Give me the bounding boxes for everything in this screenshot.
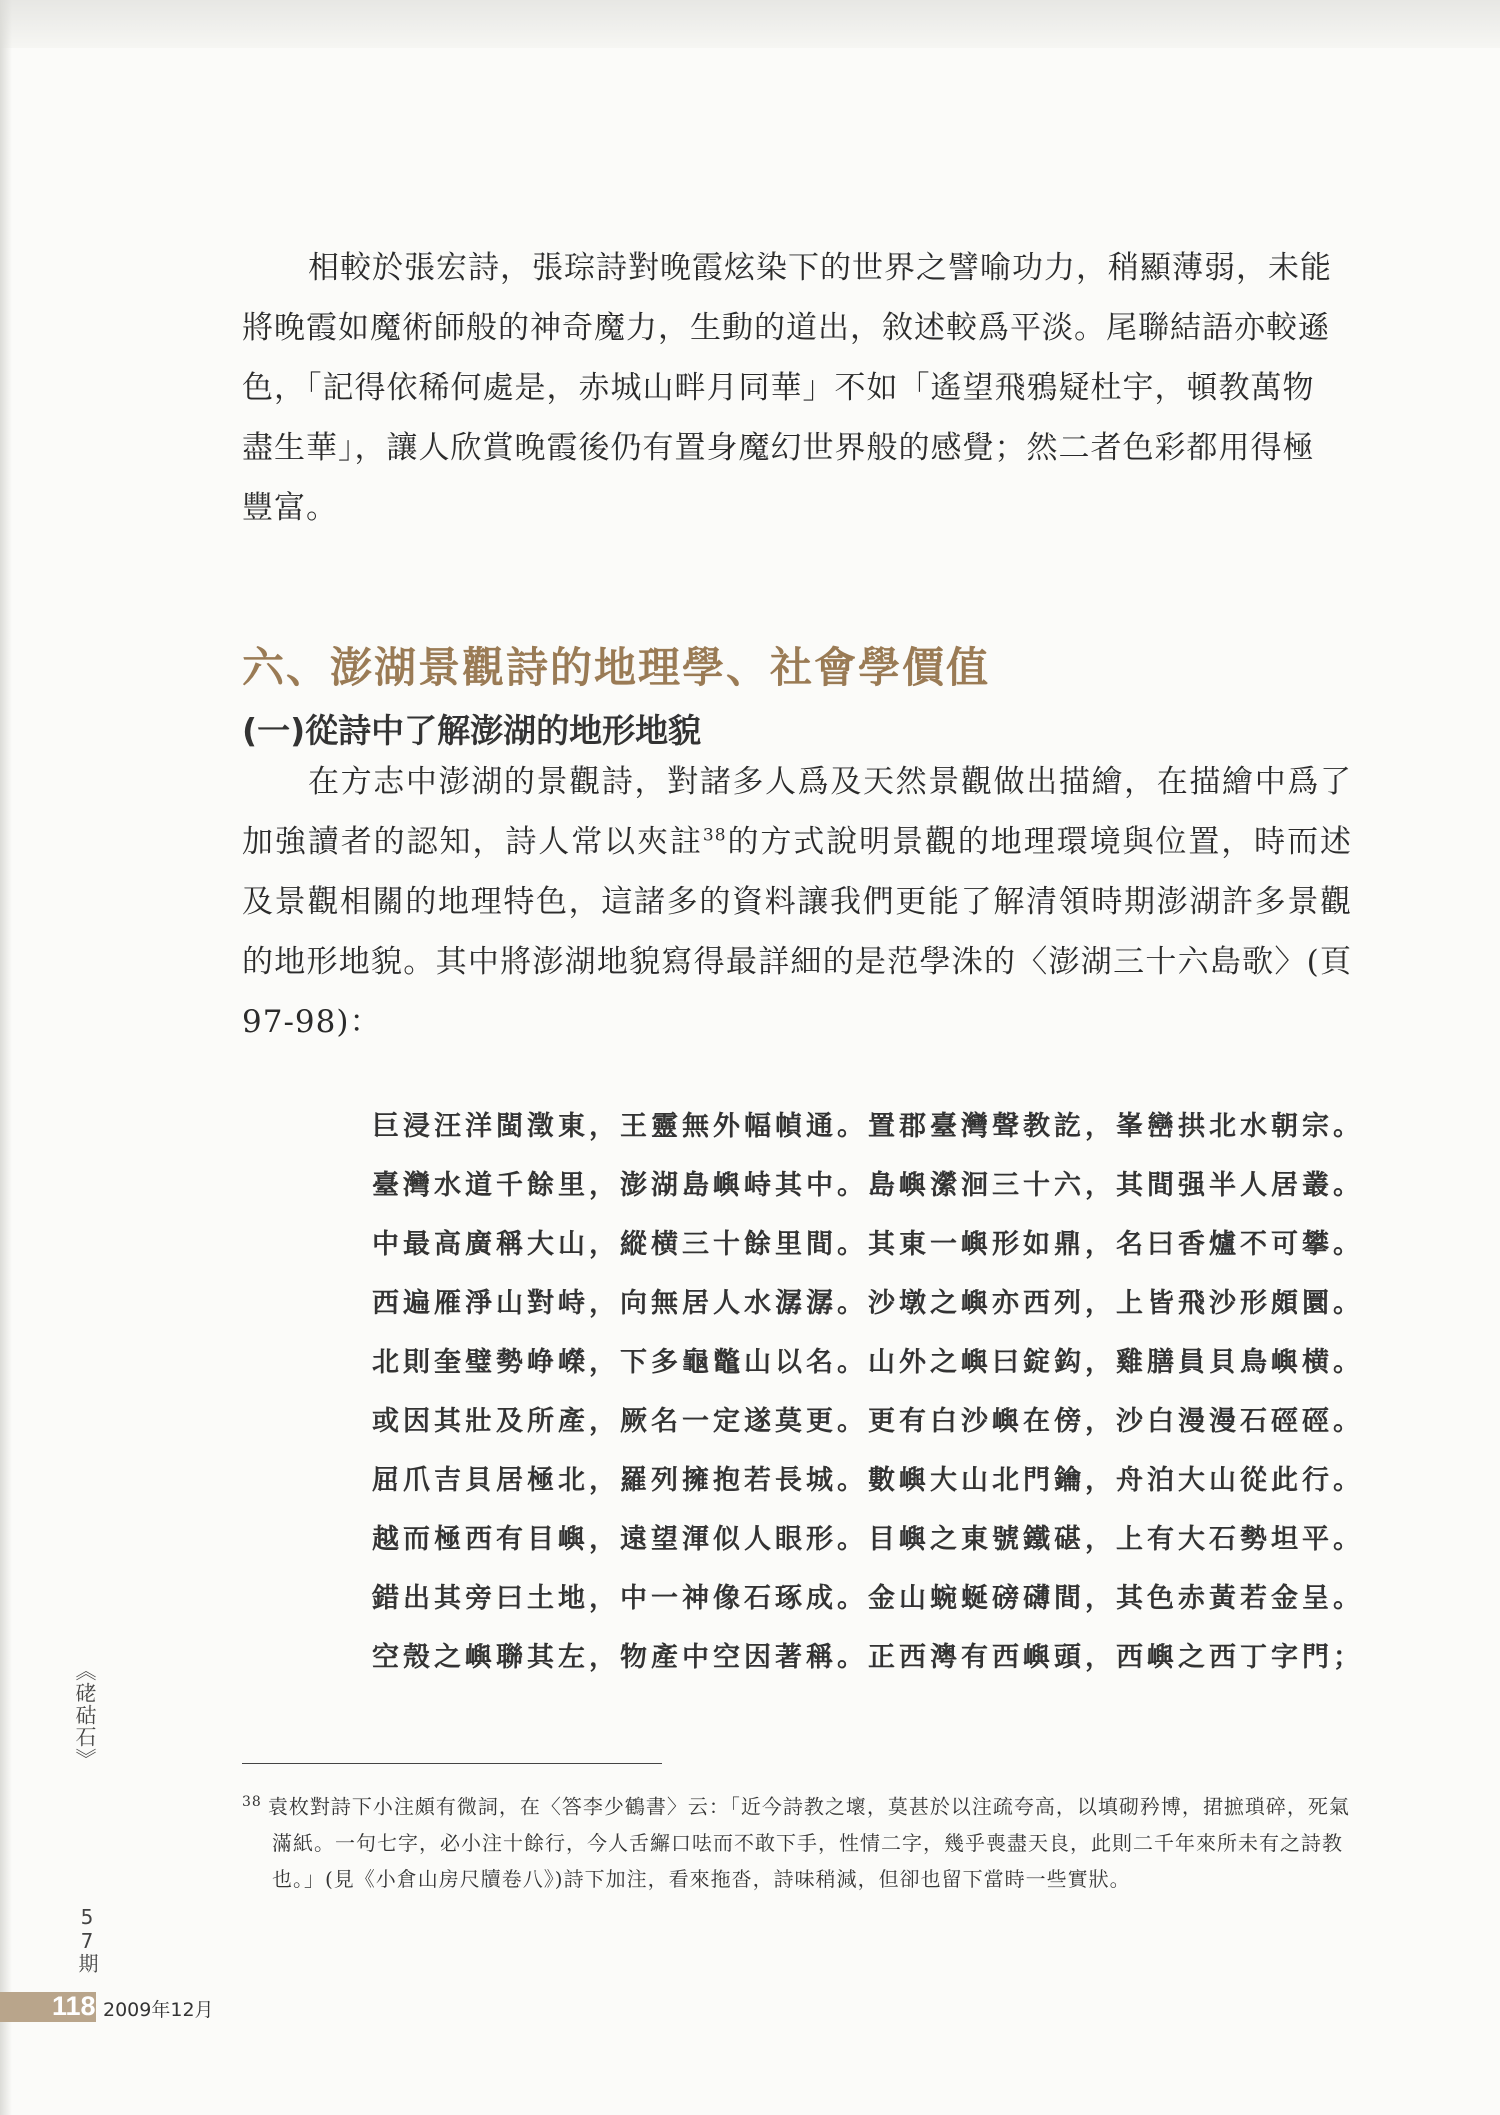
paragraph-line: 色，「記得依稀何處是，赤城山畔月同華」不如「遙望飛鴉疑杜宇，頓教萬物 xyxy=(242,370,1315,406)
poem-line: 屈爪吉貝居極北，羅列擁抱若長城。數嶼大山北門鑰，舟泊大山從此行。 xyxy=(372,1465,1364,1496)
paragraph-line: 盡生華」，讓人欣賞晚霞後仍有置身魔幻世界般的感覺；然二者色彩都用得極 xyxy=(242,430,1315,466)
issue-date: 2009年12月 xyxy=(103,1999,214,2021)
page-number: 118 xyxy=(52,1991,96,2021)
paragraph-text-before-note: 在方志中澎湖的景觀詩，對諸多人爲及天然景觀做出描繪，在描繪中爲了加強讀者的認知，詩人常以夾註 xyxy=(242,764,1352,860)
poem-line: 空殼之嶼聯其左，物產中空因著稱。正西澚有西嶼頭，西嶼之西丁字門； xyxy=(372,1642,1364,1673)
footnote-text: 袁枚對詩下小注頗有微詞，在〈答李少鶴書〉云：「近今詩教之壞，莫甚於以注疏夸高，以填砌矜博，捃摭瑣碎，死氣滿紙。一句七字，必小注十餘行，今人舌繲口呿而不敢下手，性情二字，幾乎喪盡天良，此則二千年來所未有之詩教也。」(見《小倉山房尺牘卷八》)詩下加注，看來拖沓，詩味稍減，但卻也留下當時一些實狀。 xyxy=(267,1794,1350,1891)
paragraph-line: 相較於張宏詩，張琮詩對晚霞炫染下的世界之譬喻功力，稍顯薄弱，未能 xyxy=(308,250,1332,286)
footnote-number: 38 xyxy=(242,1794,262,1810)
paragraph-text-after-note: 的方式說明景觀的地理環境與位置，時而述及景觀相關的地理特色，這諸多的資料讓我們更能了解清領時期澎湖許多景觀的地形地貌。其中將澎湖地貌寫得最詳細的是范學洙的〈澎湖三十六島歌〉(頁97-98)： xyxy=(242,824,1353,1040)
section-title: 六、澎湖景觀詩的地理學、社會學價值 xyxy=(242,643,991,692)
poem-line: 或因其壯及所產，厥名一定遂莫更。更有白沙嶼在傍，沙白漫漫石硜硜。 xyxy=(372,1406,1364,1437)
journal-title: 《硓𥑮石》 xyxy=(73,1660,97,1770)
paragraph-line: 將晚霞如魔術師般的神奇魔力，生動的道出，敘述較爲平淡。尾聯結語亦較遜 xyxy=(242,310,1330,346)
paragraph-comparison xyxy=(242,238,1352,538)
poem-line: 中最高廣稱大山，縱横三十餘里間。其東一嶼形如鼎，名曰香爐不可攀。 xyxy=(372,1229,1364,1260)
poem-line: 巨浸汪洋閩澂東，王靈無外幅幀通。置郡臺灣聲教訖，峯巒拱北水朝宗。 xyxy=(372,1111,1364,1142)
subsection-title: (一)從詩中了解澎湖的地形地貌 xyxy=(242,711,702,750)
issue-number: 57期 xyxy=(75,1905,99,1973)
poem-line: 越而極西有目嶼，遠望渾似人眼形。目嶼之東號鐵碪，上有大石勢坦平。 xyxy=(372,1524,1364,1555)
poem-quotation xyxy=(372,1097,1362,1687)
scan-left-shadow xyxy=(0,0,12,2115)
footnote-divider xyxy=(242,1763,662,1764)
poem-line: 錯出其旁曰土地，中一神像石琢成。金山蜿蜒磅礴間，其色赤黃若金呈。 xyxy=(372,1583,1364,1614)
footnote xyxy=(242,1784,1354,1897)
poem-line: 西遍雁淨山對峙，向無居人水潺潺。沙墩之嶼亦西列，上皆飛沙形頗圜。 xyxy=(372,1288,1364,1319)
scan-top-shadow xyxy=(0,0,1500,48)
paragraph-line: 豐富。 xyxy=(242,490,338,526)
poem-line: 北則奎璧勢峥嶸，下多龜鼈山以名。山外之嶼曰錠鈎，雞膳員貝鳥嶼横。 xyxy=(372,1347,1364,1378)
footnote-reference[interactable]: 38 xyxy=(702,825,727,846)
poem-line: 臺灣水道千餘里，澎湖島嶼峙其中。島嶼瀠洄三十六，其間强半人居叢。 xyxy=(372,1170,1364,1201)
paragraph-geography xyxy=(242,752,1352,1052)
